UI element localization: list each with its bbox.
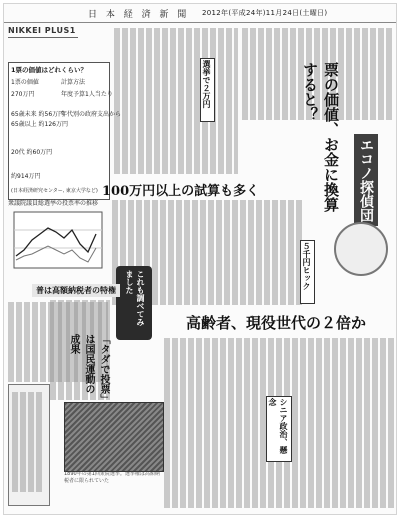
section-rule	[8, 37, 78, 38]
table-cell-basis: 年度予算1人当たり	[61, 91, 113, 98]
vote-value-table	[8, 62, 122, 200]
section-label: NIKKEI PLUS1	[8, 26, 76, 35]
historical-photo	[64, 402, 164, 472]
table-cell-value: 65歳以上 約126万円	[11, 121, 68, 128]
table-header-basis: 計算方法	[61, 79, 86, 86]
table-cell-value: 65歳未来 約56万円	[11, 111, 65, 118]
research-badge	[116, 266, 152, 340]
table-title: 1票の価値はどれくらい？	[11, 66, 88, 74]
issue-date: 2012年(平成24年)11月24日(土曜日)	[202, 9, 328, 17]
subhead-vertical: 選挙で２万円	[200, 58, 215, 122]
table-cell-value: 270万円	[11, 91, 35, 98]
masthead	[4, 4, 396, 23]
main-headline-vertical: 票の価値、お金に換算すると？	[301, 62, 340, 212]
photo-headline: 「タダで投票」は国民運動の成果	[68, 334, 109, 399]
table-cell-value: 約914万円	[11, 173, 41, 180]
table-header-value: 1票の価値	[11, 79, 39, 86]
table-cell-basis: 年代別の政府支出から	[61, 111, 122, 118]
chart-container	[6, 200, 106, 280]
photo-caption: 1890年の第1回衆院選挙。選挙権は高額納税者に限られていた	[64, 471, 160, 484]
subhead-vertical-3: シニア政治、懸念	[266, 396, 292, 462]
subhead-vertical-2: ５千円ヒック	[300, 240, 315, 304]
table-cell-value: 20代 約60万円	[11, 149, 53, 156]
table-source: (日本経済研究センター, 東京大学など)	[11, 188, 98, 194]
turnout-chart	[6, 210, 106, 276]
body-text-top-mid	[114, 28, 238, 174]
main-headline-horizontal: 高齢者、現役世代の２倍か	[186, 314, 367, 332]
corner-title-box	[342, 134, 392, 226]
newspaper-page	[3, 3, 397, 515]
paper-name: 日 本 経 済 新 聞	[88, 10, 190, 20]
subheadline: 100万円以上の試算も多く	[102, 184, 260, 199]
chart-title: 衆議院議員総選挙の投票率の推移	[8, 200, 99, 207]
corner-title: エコノ探偵団	[354, 134, 378, 226]
sidebar-text	[12, 392, 44, 492]
rich-voters-title: 普は高額納税者の特権	[32, 284, 120, 297]
character-illustration	[334, 222, 388, 276]
research-badge-label: これも調べてみました	[125, 270, 145, 326]
